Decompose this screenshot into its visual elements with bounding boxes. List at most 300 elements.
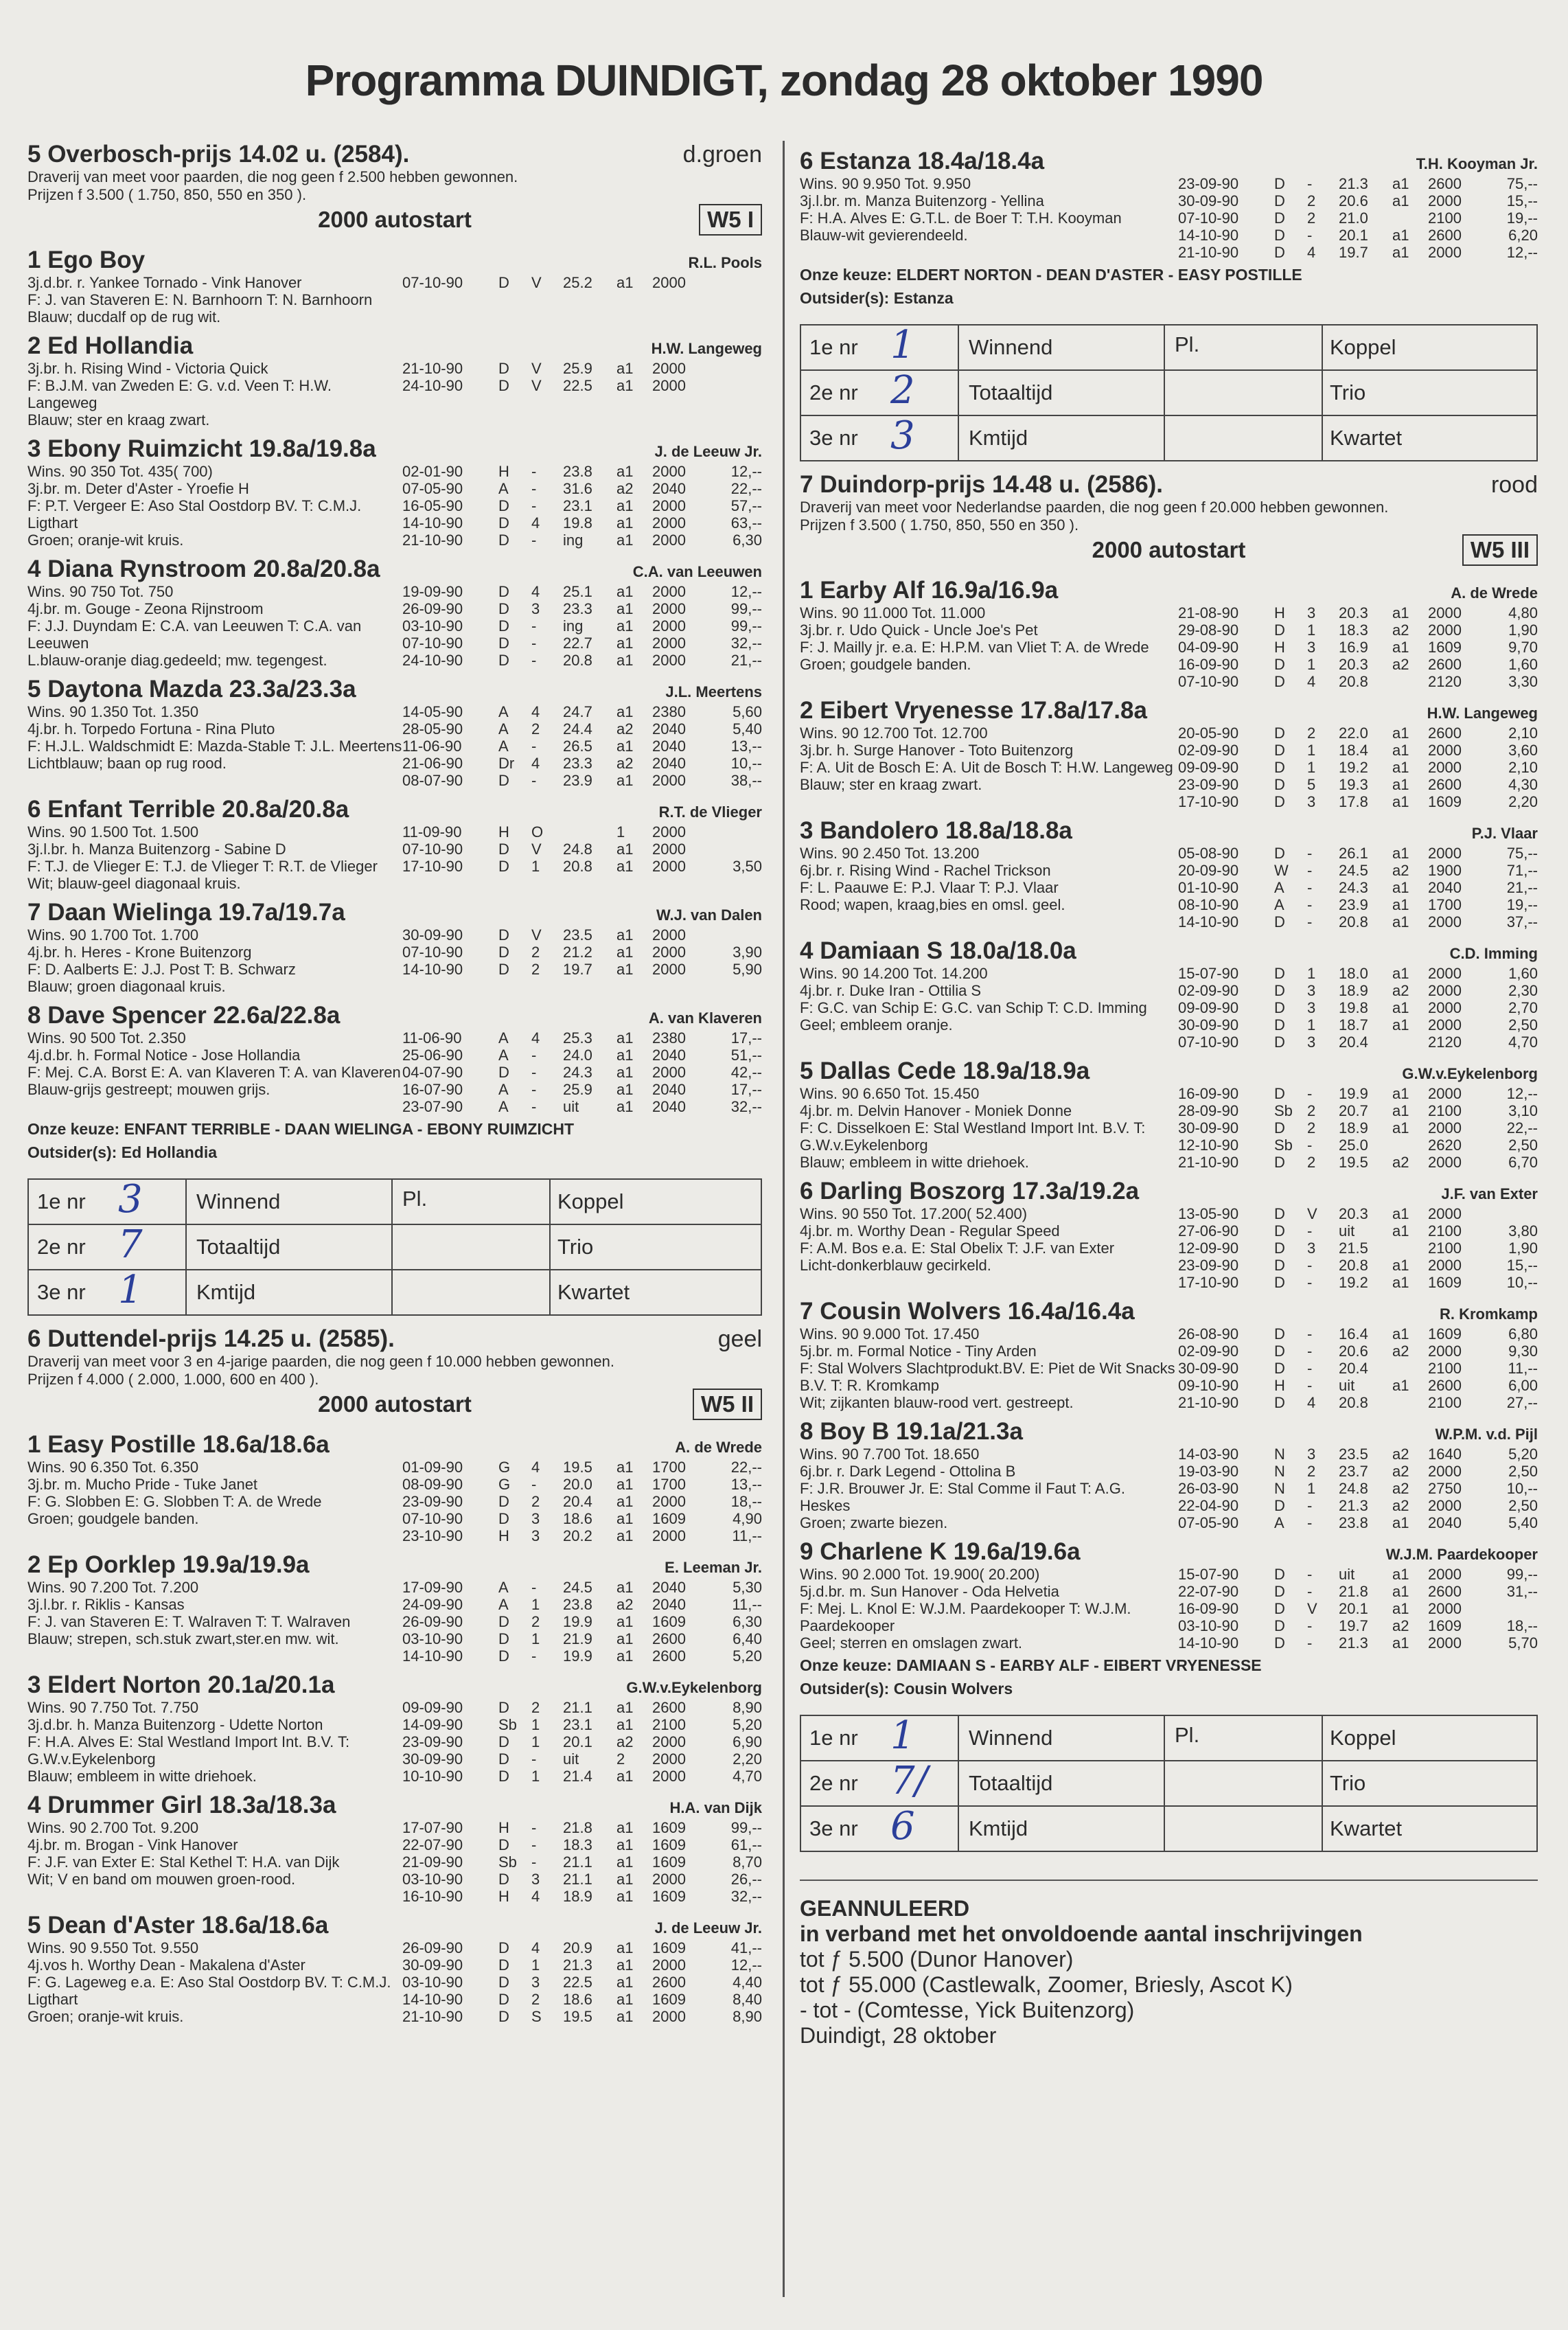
performance-cell: 51,-- (730, 1047, 762, 1064)
performance-cell: 21-10-90 (402, 2008, 463, 2025)
result-number-label: 3e nr (809, 1816, 858, 1840)
performance-cell: 21-06-90 (402, 755, 463, 772)
result-number-label: 1e nr (37, 1189, 86, 1213)
horse-trainer: A. van Klaveren (648, 1009, 762, 1027)
performance-cell: 14-10-90 (1178, 913, 1239, 930)
performance-cell: D (498, 360, 509, 377)
performance-cell: 16.4 (1339, 1325, 1368, 1343)
performance-cell: 21.9 (563, 1630, 592, 1647)
performance-cell: - (531, 1853, 537, 1871)
result-row (29, 1222, 761, 1270)
horse-name: 2 Ed Hollandia (27, 332, 194, 359)
performance-cell: 2750 (1428, 1480, 1462, 1497)
performance-cell: H (1274, 604, 1285, 621)
performance-cell: 17-10-90 (402, 858, 463, 875)
performance-row (1178, 1583, 1538, 1600)
horse-header (27, 1912, 762, 1939)
performance-cell: 28-09-90 (1178, 1102, 1239, 1119)
horse-trainer: J. de Leeuw Jr. (654, 443, 762, 460)
performance-cell: - (1307, 1634, 1313, 1652)
performance-cell: 21.3 (1339, 1634, 1368, 1652)
performance-cell: 1609 (1428, 1325, 1462, 1343)
performance-cell: 19.7 (1339, 244, 1368, 261)
performance-cell: 19.9 (563, 1613, 592, 1630)
performance-cell: 20.2 (563, 1527, 592, 1544)
race-code: W5 II (693, 1389, 762, 1420)
horse-info (800, 724, 1178, 810)
column-divider (783, 141, 785, 2297)
performance-cell: 21-09-90 (402, 1853, 463, 1871)
performance-cell: a1 (616, 738, 634, 755)
performance-cell: 5,60 (733, 703, 762, 720)
performance-cell: A (498, 1029, 509, 1047)
performance-cell: 2600 (1428, 776, 1462, 793)
performance-cell: 10-10-90 (402, 1768, 463, 1785)
performance-cell: D (498, 497, 509, 514)
performance-cell: D (1274, 621, 1285, 639)
race-6 (27, 1325, 762, 2025)
performance-cell: a2 (616, 1733, 634, 1750)
performance-cell: 8,70 (733, 1853, 762, 1871)
performance-row (1178, 1514, 1538, 1531)
result-number-label: 2e nr (809, 1771, 858, 1795)
performance-cell: a1 (616, 1613, 634, 1630)
performance-cell: a1 (616, 858, 634, 875)
performance-cell: 2040 (1428, 879, 1462, 896)
horse-info-line: 3j.br. h. Surge Hanover - Toto Buitenzorg (800, 742, 1074, 759)
result-row (29, 1270, 761, 1314)
performance-row (402, 635, 762, 652)
performance-cell: 18,-- (1506, 1617, 1538, 1634)
performance-cell: 14-10-90 (402, 514, 463, 532)
result-place-label: Pl. (1165, 325, 1323, 369)
performance-cell: 16-09-90 (1178, 1085, 1239, 1102)
performance-cell: a1 (616, 1476, 634, 1493)
performance-row (402, 1510, 762, 1527)
performance-cell: 1609 (652, 1510, 686, 1527)
performance-cell: a1 (1392, 639, 1409, 656)
horse-name: 1 Ego Boy (27, 247, 146, 273)
performance-cell: A (498, 738, 509, 755)
performance-cell: a2 (616, 720, 634, 738)
performance-cell: - (1307, 1343, 1313, 1360)
performance-cell: Sb (498, 1716, 517, 1733)
performance-cell: 32,-- (730, 635, 762, 652)
performance-cell: 2000 (1428, 1343, 1462, 1360)
performance-cell: a1 (616, 1888, 634, 1905)
performance-cell: D (1274, 999, 1285, 1016)
performance-cell: - (531, 1081, 537, 1098)
performance-cell: 2000 (652, 1527, 686, 1544)
performance-row (1178, 759, 1538, 776)
handwritten-number: 1 (890, 1713, 915, 1758)
horse-info-line: Geel; sterren en omslagen zwart. (800, 1634, 1023, 1652)
performance-cell: 75,-- (1506, 175, 1538, 192)
performance-row (402, 1493, 762, 1510)
performance-cell: 8,90 (733, 2008, 762, 2025)
performance-cell: Sb (1274, 1102, 1293, 1119)
performance-cell: a1 (616, 635, 634, 652)
performance-cell: 2600 (1428, 227, 1462, 244)
horse-body (27, 583, 762, 669)
performance-row (1178, 1102, 1538, 1119)
performance-cell: 2,50 (1508, 1497, 1538, 1514)
performance-cell (707, 926, 762, 944)
horse-header (800, 577, 1538, 604)
horse-info-line: L.blauw-oranje diag.gedeeld; mw. tegengest. (27, 652, 327, 669)
horse-performances (402, 463, 762, 549)
horse-info (800, 845, 1178, 930)
performance-row (1178, 742, 1538, 759)
horse-performances (402, 926, 762, 995)
performance-cell: - (531, 1836, 537, 1853)
performance-cell: - (1307, 1497, 1313, 1514)
horse-info-line: F: L. Paauwe E: P.J. Vlaar T: P.J. Vlaar (800, 879, 1059, 896)
horse-entry (27, 796, 762, 892)
horse-name: 6 Darling Boszorg 17.3a/19.2a (800, 1178, 1140, 1204)
performance-cell: 20.1 (563, 1733, 592, 1750)
performance-cell: V (531, 926, 542, 944)
horse-info (27, 1459, 402, 1544)
performance-row (1178, 1240, 1538, 1257)
performance-cell: a1 (1392, 1257, 1409, 1274)
performance-cell: a1 (616, 1699, 634, 1716)
performance-row (402, 961, 762, 978)
horse-info (27, 1579, 402, 1665)
performance-row (1178, 1360, 1538, 1377)
performance-cell: a1 (616, 1956, 634, 1974)
performance-cell: 23.5 (563, 926, 592, 944)
horse-header (27, 247, 762, 274)
performance-cell: 1 (1307, 742, 1316, 759)
performance-cell: 01-10-90 (1178, 879, 1239, 896)
performance-cell: A (498, 1579, 509, 1596)
performance-cell: a1 (1392, 1634, 1409, 1652)
performance-cell: a1 (616, 1064, 634, 1081)
horse-info-line: 3j.l.br. h. Manza Buitenzorg - Sabine D (27, 841, 286, 858)
horse-info-line: Wit; V en band om mouwen groen-rood. (27, 1871, 296, 1888)
horse-trainer: H.W. Langeweg (651, 340, 762, 357)
horse-performances (402, 360, 762, 429)
performance-cell: 2600 (1428, 656, 1462, 673)
horse-body (27, 1459, 762, 1544)
performance-cell (1392, 1137, 1428, 1154)
performance-cell: a1 (616, 944, 634, 961)
performance-cell: 2040 (652, 1081, 686, 1098)
performance-cell: V (531, 274, 542, 291)
horse-info-line: Wins. 90 12.700 Tot. 12.700 (800, 724, 988, 742)
performance-cell: 19.9 (563, 1647, 592, 1665)
performance-cell: 07-10-90 (402, 274, 463, 291)
performance-cell: 2 (1307, 1102, 1316, 1119)
performance-cell: 1700 (1428, 896, 1462, 913)
performance-row (402, 823, 762, 841)
performance-cell: D (1274, 1085, 1285, 1102)
performance-cell: 14-10-90 (1178, 1634, 1239, 1652)
performance-cell: 02-01-90 (402, 463, 463, 480)
performance-cell: 99,-- (1506, 1566, 1538, 1583)
performance-cell: 24.8 (1339, 1480, 1368, 1497)
horse-header (800, 1058, 1538, 1085)
horse-header (800, 1418, 1538, 1446)
race-code: W5 III (1462, 534, 1538, 566)
left-column (27, 141, 762, 2033)
performance-row (1178, 862, 1538, 879)
performance-cell: D (1274, 1343, 1285, 1360)
performance-cell: 3,80 (1508, 1222, 1538, 1240)
performance-row (1178, 982, 1538, 999)
performance-cell: 26-09-90 (402, 1613, 463, 1630)
result-number-cell (29, 1222, 187, 1269)
performance-cell: 2 (1307, 209, 1316, 227)
horse-info-line: Wins. 90 500 Tot. 2.350 (27, 1029, 186, 1047)
horse-performances (1178, 604, 1538, 690)
performance-cell: 1609 (652, 1836, 686, 1853)
performance-cell: 1,60 (1508, 656, 1538, 673)
performance-cell: 24.4 (563, 720, 592, 738)
our-choice: Onze keuze: ENFANT TERRIBLE - DAAN WIELINGA - EBONY RUIMZICHT (27, 1120, 575, 1138)
performance-cell: 2000 (1428, 965, 1462, 982)
performance-cell: D (1274, 982, 1285, 999)
horse-entry (27, 1002, 762, 1115)
performance-cell: - (1307, 1222, 1313, 1240)
performance-cell: 5,40 (733, 720, 762, 738)
performance-cell (1392, 1033, 1428, 1051)
horse-header (27, 1002, 762, 1029)
performance-cell: 14-09-90 (402, 1716, 463, 1733)
performance-cell: V (531, 360, 542, 377)
performance-row (1178, 227, 1538, 244)
horse-info-line: Wins. 90 2.700 Tot. 9.200 (27, 1819, 199, 1836)
performance-cell: a1 (616, 1939, 634, 1956)
performance-cell: 2000 (1428, 1257, 1462, 1274)
performance-cell: a2 (616, 755, 634, 772)
horse-name: 6 Enfant Terrible 20.8a/20.8a (27, 796, 349, 823)
performance-cell: 24-10-90 (402, 377, 463, 394)
performance-cell: 2000 (652, 617, 686, 635)
performance-cell: 17-10-90 (1178, 1274, 1239, 1291)
performance-row (1178, 1480, 1538, 1497)
horse-performances (1178, 965, 1538, 1051)
performance-cell: 22-04-90 (1178, 1497, 1239, 1514)
performance-cell: 1900 (1428, 862, 1462, 879)
result-label: Winnend (187, 1180, 393, 1224)
performance-cell: a2 (1392, 862, 1409, 879)
performance-row (402, 1596, 762, 1613)
performance-cell: D (1274, 1119, 1285, 1137)
horse-trainer: R. Kromkamp (1439, 1305, 1538, 1323)
horse-performances (402, 1939, 762, 2025)
performance-cell: a1 (616, 514, 634, 532)
performance-cell: 3 (1307, 999, 1316, 1016)
performance-cell: 18.7 (1339, 1016, 1368, 1033)
horse-trainer: A. de Wrede (675, 1439, 762, 1456)
performance-cell: 25.9 (563, 1081, 592, 1098)
performance-cell: 2 (531, 1699, 540, 1716)
horse-body (800, 845, 1538, 930)
performance-cell: 2000 (652, 497, 686, 514)
horse-info (800, 1325, 1178, 1411)
performance-cell: 02-09-90 (1178, 1343, 1239, 1360)
performance-cell: D (1274, 1016, 1285, 1033)
performance-cell: 4 (531, 703, 540, 720)
horse-name: 7 Cousin Wolvers 16.4a/16.4a (800, 1298, 1135, 1325)
performance-cell: 08-07-90 (402, 772, 463, 789)
horse-info-line: F: J.J. Duyndam E: C.A. van Leeuwen T: C.A. van Leeuwen (27, 617, 362, 652)
performance-cell: D (1274, 1600, 1285, 1617)
performance-cell: 2,50 (1508, 1463, 1538, 1480)
horse-name: 8 Dave Spencer 22.6a/22.8a (27, 1002, 341, 1029)
performance-cell: 21.2 (563, 944, 592, 961)
performance-cell: 20.1 (1339, 1600, 1368, 1617)
performance-cell: A (498, 703, 509, 720)
performance-cell: D (498, 926, 509, 944)
horse-info-line: 4j.br. m. Delvin Hanover - Moniek Donne (800, 1102, 1072, 1119)
performance-cell: 20.4 (1339, 1360, 1368, 1377)
performance-cell: 1 (1307, 656, 1316, 673)
result-number-label: 1e nr (809, 335, 858, 359)
performance-cell: 1 (531, 858, 540, 875)
horse-entry (27, 332, 762, 429)
horse-performances (402, 823, 762, 892)
performance-cell: 1 (531, 1596, 540, 1613)
cancelled-line: tot ƒ 5.500 (Dunor Hanover) (800, 1947, 1074, 1972)
performance-cell: 30-09-90 (402, 1956, 463, 1974)
result-bet-label: Trio (1330, 1771, 1366, 1795)
performance-cell: 24.3 (1339, 879, 1368, 896)
performance-row (402, 600, 762, 617)
horse-info-line: F: Mej. C.A. Borst E: A. van Klaveren T: A. van Klaveren (27, 1064, 401, 1081)
performance-row (402, 720, 762, 738)
performance-row (402, 377, 762, 394)
horse-entry (27, 1551, 762, 1665)
performance-cell: 18.0 (1339, 965, 1368, 982)
horse-header (27, 556, 762, 583)
performance-cell: 2120 (1428, 673, 1462, 690)
performance-cell: 26-09-90 (402, 1939, 463, 1956)
horse-entry (800, 1418, 1538, 1531)
performance-cell: 2000 (652, 1768, 686, 1785)
performance-cell: 1 (1307, 1016, 1316, 1033)
performance-cell: 30-09-90 (402, 1750, 463, 1768)
performance-cell: a2 (1392, 656, 1409, 673)
performance-cell: a1 (1392, 192, 1409, 209)
horse-info (27, 703, 402, 789)
race-code: W5 I (699, 204, 762, 236)
performance-cell: 2000 (1428, 1497, 1462, 1514)
horse-name: 6 Estanza 18.4a/18.4a (800, 148, 1045, 174)
performance-cell: 26.5 (563, 738, 592, 755)
performance-row (402, 1853, 762, 1871)
performance-cell: 22-07-90 (402, 1836, 463, 1853)
horse-entry (27, 899, 762, 995)
performance-row (1178, 776, 1538, 793)
result-box (27, 1178, 762, 1316)
performance-cell: 2000 (652, 360, 686, 377)
performance-cell: 16-09-90 (1178, 656, 1239, 673)
performance-cell: 16-10-90 (402, 1888, 463, 1905)
result-bet-label: Kwartet (557, 1280, 630, 1304)
performance-cell: - (1307, 1360, 1313, 1377)
performance-cell: H (498, 1888, 509, 1905)
performance-cell: 20.4 (1339, 1033, 1368, 1051)
performance-cell: 10,-- (1506, 1480, 1538, 1497)
performance-cell (1483, 1600, 1538, 1617)
performance-cell: 1700 (652, 1476, 686, 1493)
performance-cell: a2 (1392, 1480, 1409, 1497)
performance-cell: 2040 (652, 480, 686, 497)
result-number-label: 3e nr (37, 1280, 86, 1304)
performance-row (402, 738, 762, 755)
performance-row (402, 1750, 762, 1768)
performance-cell: D (498, 1956, 509, 1974)
performance-cell: D (1274, 776, 1285, 793)
performance-cell: A (1274, 879, 1284, 896)
performance-cell: 2000 (1428, 244, 1462, 261)
horse-header (27, 332, 762, 360)
performance-cell: 2100 (1428, 1360, 1462, 1377)
performance-row (1178, 1617, 1538, 1634)
performance-cell: 08-10-90 (1178, 896, 1239, 913)
performance-cell: a1 (616, 2008, 634, 2025)
performance-row (1178, 965, 1538, 982)
performance-cell: 07-10-90 (1178, 673, 1239, 690)
performance-cell: 2000 (652, 961, 686, 978)
performance-cell: 3 (531, 1527, 540, 1544)
horse-info-line: Wins. 90 2.450 Tot. 13.200 (800, 845, 980, 862)
performance-cell: 2100 (652, 1716, 686, 1733)
race-description: Draverij van meet voor Nederlandse paarden, die nog geen f 20.000 hebben gewonnen. (800, 499, 1389, 516)
performance-row (1178, 1600, 1538, 1617)
performance-cell: 1609 (1428, 1617, 1462, 1634)
horse-info-line: Wins. 90 14.200 Tot. 14.200 (800, 965, 988, 982)
horse-info-line: F: Mej. L. Knol E: W.J.M. Paardekooper T: W.J.M. Paardekooper (800, 1600, 1131, 1634)
horse-trainer: E. Leeman Jr. (665, 1559, 762, 1576)
horse-info-line: Groen; zwarte biezen. (800, 1514, 948, 1531)
performance-cell: 05-08-90 (1178, 845, 1239, 862)
performance-cell: D (498, 1991, 509, 2008)
horse-info-line: 3j.d.br. r. Yankee Tornado - Vink Hanover (27, 274, 302, 291)
performance-cell: 99,-- (730, 1819, 762, 1836)
performance-cell: A (1274, 1514, 1284, 1531)
horse-trainer: R.T. de Vlieger (658, 803, 762, 821)
outsiders: Outsider(s): Estanza (800, 289, 954, 307)
performance-cell (707, 841, 762, 858)
horse-info-line: Wins. 90 6.650 Tot. 15.450 (800, 1085, 980, 1102)
result-label: Totaaltijd (959, 1761, 1165, 1805)
performance-cell: 2,10 (1508, 759, 1538, 776)
horse-info-line: 4j.br. r. Duke Iran - Ottilia S (800, 982, 982, 999)
horse-entry (800, 817, 1538, 930)
performance-cell: - (531, 1819, 537, 1836)
performance-row (1178, 621, 1538, 639)
performance-cell: 2 (1307, 1154, 1316, 1171)
race-6-continued (800, 148, 1538, 461)
performance-cell: 16-05-90 (402, 497, 463, 514)
performance-cell: 2000 (652, 652, 686, 669)
start-label: 2000 autostart (318, 1391, 472, 1417)
performance-cell: 19,-- (1506, 209, 1538, 227)
performance-cell: D (498, 841, 509, 858)
result-row (801, 1761, 1536, 1807)
performance-cell: 3,30 (1508, 673, 1538, 690)
performance-cell: 19.8 (563, 514, 592, 532)
performance-cell: D (1274, 965, 1285, 982)
performance-cell: a1 (1392, 896, 1409, 913)
horse-performances (1178, 724, 1538, 810)
performance-cell: - (531, 617, 537, 635)
performance-cell: 2600 (1428, 724, 1462, 742)
